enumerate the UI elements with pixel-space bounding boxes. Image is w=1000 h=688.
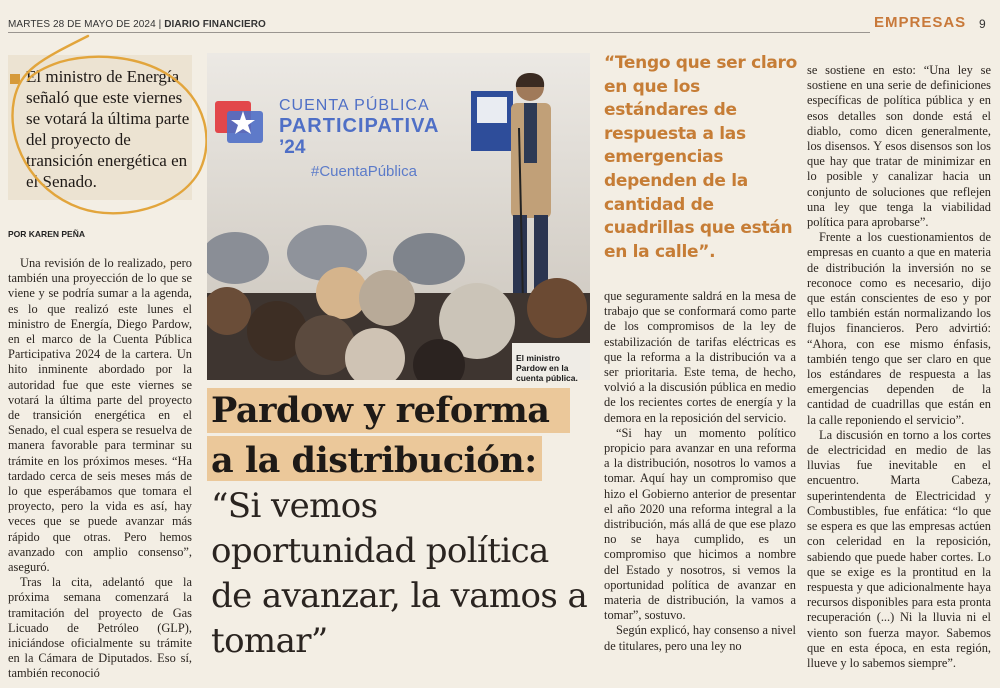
paragraph: “Si hay un momento político propicio para avanzar en una reforma a la distribución, nosotros lo vamos a tomar. Aquí hay un compromiso que hizo el Gobierno anterior de presentar el año 2020 una reforma integral a la distribución, más allá de que ese plazo no se haya cumplido, es un compromiso que hicimos a nombre del Estado y nosotros, si vemos la oportunidad política de avanzar en materia de distribución, la vamos a tomar”, sostuvo. <box>604 425 796 623</box>
summary-text: El ministro de Energía señaló que este viernes se votará la última parte del proyecto de transición energética en el Senado. <box>26 67 190 191</box>
sign-year: ’24 <box>279 137 306 158</box>
paragraph: Frente a los cuestionamientos de empresas en cuanto a que en materia de distribución la inversión no se reconoce como es necesario, dijo que están conscientes de eso y por ello también están normalizando los flujos financieros. Pero advirtió: “Ahora, con ese mismo énfasis, también tengo que ser claro en que los estándares de respuesta a las emergencias dependen de la cantidad de cuadrillas que están en la calle reponiendo el servicio”. <box>807 230 991 427</box>
headline-quote: “Si vemos oportunidad política de avanzar, la vamos a tomar” <box>211 486 588 661</box>
sign-line-1: CUENTA PÚBLICA <box>279 97 430 114</box>
body-column-4 <box>807 63 991 671</box>
header-separator: | <box>155 19 165 30</box>
paragraph: se sostiene en esto: “Una ley se sostiene en una serie de definiciones específicas de política pública y en esos detalles son donde está el diablo, como dicen generalmente, los disensos. Y esos disensos son los que hay que tratar de minimizar en lo posible y canalizar hacia un conjunto de soluciones que reflejen una ley que tenga la viabilidad política para aprobarse”. <box>807 63 991 230</box>
headline <box>211 386 549 486</box>
pull-quote: “Tengo que ser claro en que los estándares de respuesta a las emergencias dependen de la cantidad de cuadrillas que están en la calle”. <box>604 53 798 262</box>
headline-line-2: a la distribución: <box>211 440 537 481</box>
paragraph: Según explicó, hay consenso a nivel de titulares, pero una ley no <box>604 623 796 653</box>
paragraph: Tras la cita, adelantó que la próxima semana comenzará la tramitación del proyecto de Gas Licuado de Petróleo (GLP), iniciándose oficialmente su trámite en la Cámara de Diputados. Eso sí, también reconoció <box>8 575 192 681</box>
page-number: 9 <box>979 17 986 31</box>
body-column-3 <box>604 289 796 654</box>
photo-minister-speaking <box>207 53 590 380</box>
sign-hashtag: #CuentaPública <box>311 163 417 180</box>
paragraph: La discusión en torno a los cortes de electricidad en medio de las lluvias fue inevitable en el encuentro. Marta Cabeza, superintendenta de Electricidad y Combustibles, fue enfática: “lo que se espera es que las empresas actúen con celeridad en la reposición, sabiendo que puede haber cortes. Lo que se exige es la prontitud en la respuesta y que adicionalmente haya recursos disponibles para esta pronta recuperación (...) Ni la lluvia ni el viento son fuerza mayor. Sabemos que en esta época, en esta región, llueve y lo sabemos siempre”. <box>807 427 991 670</box>
header-date: MARTES 28 DE MAYO DE 2024 <box>8 19 156 30</box>
paragraph: Una revisión de lo realizado, pero también una proyección de lo que se viene y se podría sumar a la agenda, es lo que realizó este lunes el ministro de Energía, Diego Pardow, en el marco de la Cuenta Pública Participativa 2024 de la cartera. Un hito inminente abordado por la autoridad fue que este viernes se votará la última parte del proyecto de transición energética en el Senado, el cual espera se resuelva de manera favorable para terminar su trámite en los próximos meses. “Ha tardado cerca de seis meses más de lo que esperábamos que tomara el proyecto, pero la vida es así, hay veces que se puede avanzar más rápido que otras. Pero hemos avanzado con amplio consenso”, aseguró. <box>8 256 192 575</box>
paragraph: que seguramente saldrá en la mesa de trabajo que se conformará como parte de los compromisos de la ley de estabilización de tarifas eléctricas es que la reforma a la distribución va a ser prioritaria. Este tema, de hecho, volvió a la discusión pública en medio de los recientes cortes de energía y la demora en la reposición del servicio. <box>604 289 796 425</box>
section-name: EMPRESAS <box>874 14 967 31</box>
header-publication: DIARIO FINANCIERO <box>164 19 266 30</box>
byline: POR KAREN PEÑA <box>8 229 85 239</box>
page-header-dateline <box>8 19 266 30</box>
headline-line-1: Pardow y reforma <box>211 390 550 431</box>
photo-caption: El ministro Pardow en la cuenta pública. <box>516 353 578 383</box>
body-column-1 <box>8 256 192 682</box>
hand-drawn-circle-annotation <box>0 30 210 220</box>
sign-line-2: PARTICIPATIVA <box>279 115 440 137</box>
